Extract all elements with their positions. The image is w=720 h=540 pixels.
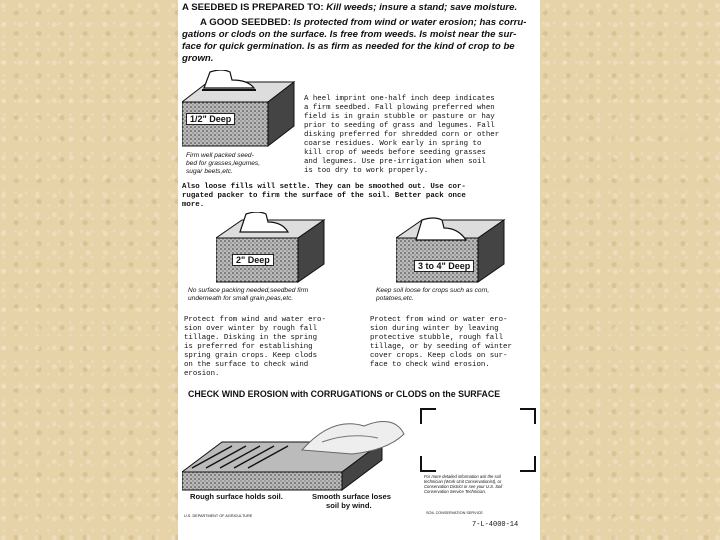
- caption-line: Firm well packed seed-: [186, 152, 254, 159]
- body-line: is too dry to work properly.: [304, 167, 429, 175]
- body-line: Protect from wind and water ero-: [184, 316, 326, 324]
- caption-line: No surface packing needed,seedbed firm: [188, 287, 309, 294]
- body-line: protective stubble, rough fall: [370, 334, 504, 342]
- body-line: face to check wind erosion.: [370, 361, 490, 369]
- body-line: is preferred for establishing: [184, 343, 313, 351]
- fine-print-line: technician (Work Unit Conservationist), or: [424, 479, 502, 484]
- good-text-line: Is protected from wind or water erosion; has corru-: [293, 17, 527, 28]
- depth-label-three-four-inch: 3 to 4" Deep: [414, 260, 474, 272]
- body-line: a firm seedbed. Fall plowing preferred when: [304, 104, 495, 112]
- good-label: A GOOD SEEDBED:: [200, 17, 291, 28]
- prepared-text: Kill weeds; insure a stand; save moisture.: [326, 2, 518, 13]
- note-line: rugated packer to firm the surface of the soil. Better pack once: [182, 192, 466, 200]
- body-line: and legumes. Use pre-irrigation when soil: [304, 158, 486, 166]
- caption-line: sugar beets,etc.: [186, 168, 233, 175]
- good-text-line: grown.: [182, 53, 214, 64]
- caption-line: potatoes,etc.: [376, 295, 414, 302]
- body-line: kill crop of weeds before seeding grasses: [304, 149, 486, 157]
- frame-corner-bottom-left: [420, 456, 436, 472]
- body-line: sion over winter by rough fall: [184, 325, 318, 333]
- smooth-caption: Smooth surface loses: [312, 492, 391, 501]
- frame-corner-bottom-right: [520, 456, 536, 472]
- body-line: Protect from wind or water ero-: [370, 316, 508, 324]
- fine-print-line: Conservation Service Technician.: [424, 489, 486, 494]
- document-page: [178, 0, 540, 540]
- depth-label-half-inch: 1/2" Deep: [186, 113, 235, 125]
- heading-good: [200, 17, 538, 29]
- depth-label-two-inch: 2" Deep: [232, 254, 274, 266]
- prepared-label: A SEEDBED IS PREPARED TO:: [182, 2, 324, 13]
- body-line: disking preferred for shredded corn or other: [304, 131, 500, 139]
- good-text-line: face for quick germination. Is as firm as needed for the kind of crop to be: [182, 41, 515, 52]
- body-line: tillage. Disking in the spring: [184, 334, 318, 342]
- body-line: prior to seeding of grass and legumes. Fall: [304, 122, 495, 130]
- caption-line: underneath for small grain,peas,etc.: [188, 295, 294, 302]
- frame-corner-top-right: [520, 408, 536, 424]
- three-four-inch-illustration: [396, 212, 508, 284]
- body-line: A heel imprint one-half inch deep indicates: [304, 95, 495, 103]
- rough-caption: Rough surface holds soil.: [190, 492, 283, 501]
- wind-erosion-illustration: [182, 402, 408, 494]
- fine-print-line: Conservation District or see your U.S. Soil: [424, 484, 503, 489]
- smooth-caption: soil by wind.: [326, 501, 372, 510]
- frame-corner-top-left: [420, 408, 436, 424]
- fine-print-line: For more detailed information ask the soil: [424, 474, 501, 479]
- note-line: more.: [182, 201, 205, 209]
- caption-line: bed for grasses,legumes,: [186, 160, 261, 167]
- body-line: sion during winter by leaving: [370, 325, 499, 333]
- body-line: tillage, or by seeding of winter: [370, 343, 512, 351]
- heading-prepared: [182, 2, 538, 14]
- body-line: field is in grain stubble or pasture or hay: [304, 113, 495, 121]
- body-line: erosion.: [184, 370, 220, 378]
- footer-service: SOIL CONSERVATION SERVICE: [426, 511, 483, 515]
- body-line: spring grain crops. Keep clods: [184, 352, 318, 360]
- body-line: coarse residues. Work early in spring to: [304, 140, 482, 148]
- heel-imprint-illustration: [182, 70, 302, 148]
- footer-code: 7-L-4000-14: [472, 521, 519, 529]
- two-inch-illustration: [216, 212, 328, 284]
- footer-agency: U.S. DEPARTMENT OF AGRICULTURE: [184, 514, 253, 518]
- note-line: Also loose fills will settle. They can be smoothed out. Use cor-: [182, 183, 466, 191]
- section-title: CHECK WIND EROSION with CORRUGATIONS or CLODS on the SURFACE: [188, 389, 501, 399]
- body-line: on the surface to check wind: [184, 361, 309, 369]
- body-line: cover crops. Keep clods on sur-: [370, 352, 508, 360]
- caption-line: Keep soil loose for crops such as corn,: [376, 287, 490, 294]
- good-text-line: gations or clods on the surface. Is free from weeds. Is moist near the sur-: [182, 29, 517, 40]
